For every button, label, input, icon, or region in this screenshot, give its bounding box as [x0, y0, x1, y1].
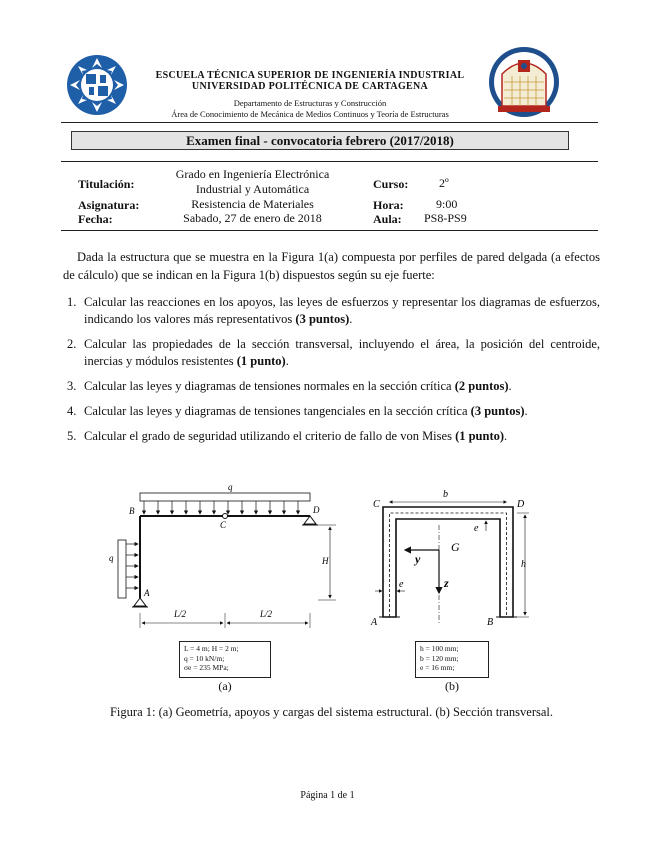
figure-a-label: (a) — [218, 679, 232, 693]
aula-value: PS8-PS9 — [424, 211, 467, 225]
figure-b-label: (b) — [445, 679, 459, 693]
label-a: A — [371, 617, 378, 628]
label-d: D — [313, 505, 320, 515]
school-logo — [66, 54, 128, 116]
curso-label: Curso: — [373, 177, 409, 191]
data-line: q = 10 kN/m; — [184, 653, 225, 663]
curso-value: 2º — [439, 176, 449, 190]
question-points: (2 puntos) — [454, 379, 509, 393]
hinge-c — [223, 514, 228, 519]
label-y: y — [415, 552, 421, 566]
question-item: 3. Calcular las leyes y diagramas de tensiones normales en la sección crítica (2 puntos). — [67, 379, 512, 393]
question-number: 2. — [67, 337, 77, 351]
label-q-top: q — [228, 482, 233, 492]
titulacion-line2: Industrial y Automática — [195, 182, 310, 196]
figure-b-section-diagram — [365, 485, 540, 635]
figure-caption: Figura 1: (a) Geometría, apoyos y cargas del sistema estructural. (b) Sección transversal. — [109, 705, 554, 719]
label-h-dim: h — [521, 559, 526, 570]
data-line: σe = 235 MPa; — [184, 663, 229, 672]
label-c: C — [220, 520, 227, 530]
question-item: 5. Calcular el grado de seguridad utilizando el criterio de fallo de von Mises (1 punto). — [67, 429, 508, 443]
label-h-dim: H — [322, 556, 329, 566]
question-item: 2. Calcular las propiedades de la sección transversal, incluyendo el área, la posición del centroide, inercias y módulos resistentes (1 punto). — [67, 337, 600, 368]
question-number: 4. — [67, 404, 77, 418]
label-l2-left: L/2 — [174, 609, 187, 619]
question-number: 1. — [67, 295, 77, 309]
data-line: L = 4 m; H = 2 m; — [184, 644, 239, 653]
question-list — [63, 294, 600, 453]
school-name: ESCUELA TÉCNICA SUPERIOR DE INGENIERÍA INDUSTRIAL — [155, 70, 465, 81]
label-g: G — [451, 540, 460, 554]
question-text: Calcular el grado de seguridad utilizando el criterio de fallo de von Mises — [84, 429, 456, 443]
label-b: B — [487, 617, 494, 628]
label-b-dim: b — [443, 489, 448, 500]
question-text: Calcular las leyes y diagramas de tensiones normales en la sección crítica — [84, 379, 455, 393]
aula-label: Aula: — [373, 212, 402, 226]
section-midline — [390, 513, 507, 617]
asignatura-label: Asignatura: — [78, 198, 140, 212]
figure-b-data-box — [415, 641, 489, 678]
label-q-left: q — [109, 553, 114, 563]
label-d: D — [517, 499, 525, 510]
data-line: b = 120 mm; — [420, 653, 459, 663]
data-line: e = 16 mm; — [420, 663, 455, 672]
label-z: z — [444, 576, 449, 590]
figure-a-data-box — [179, 641, 271, 678]
question-text: Calcular las reacciones en los apoyos, las leyes de esfuerzos y representar los diagramas de esfuerzos, indicando los valores más representativos — [84, 295, 600, 326]
data-line: h = 100 mm; — [420, 644, 459, 653]
label-e-left: e — [399, 579, 404, 590]
pin-support-a — [132, 598, 148, 607]
question-text: Calcular las leyes y diagramas de tensiones tangenciales en la sección crítica — [84, 404, 471, 418]
question-item: 1. Calcular las reacciones en los apoyos, las leyes de esfuerzos y representar los diagramas de esfuerzos, indicando los valores más representativos (3 puntos). — [67, 295, 600, 326]
department: Departamento de Estructuras y Construcción — [233, 98, 387, 108]
university-name: UNIVERSIDAD POLITÉCNICA DE CARTAGENA — [191, 81, 429, 92]
question-points: (1 punto) — [236, 354, 286, 368]
hora-value: 9:00 — [436, 197, 458, 211]
question-points: (3 puntos) — [470, 404, 525, 418]
fecha-label: Fecha: — [78, 212, 113, 226]
titulacion-line1: Grado en Ingeniería Electrónica — [175, 167, 330, 181]
fecha-value: Sabado, 27 de enero de 2018 — [183, 211, 322, 225]
info-rule-top — [61, 161, 598, 162]
distributed-load-top — [140, 493, 310, 514]
section-profile — [383, 507, 513, 617]
header-rule — [61, 122, 598, 123]
roller-support-d — [302, 516, 318, 525]
titulacion-value — [160, 167, 345, 197]
question-text: Calcular las propiedades de la sección transversal, incluyendo el área, la posición del centroide, inercias y módulos resistentes — [84, 337, 600, 368]
figure-a-frame-diagram — [100, 478, 350, 638]
hora-label: Hora: — [373, 198, 404, 212]
question-item: 4. Calcular las leyes y diagramas de tensiones tangenciales en la sección crítica (3 puntos). — [67, 404, 528, 418]
question-number: 5. — [67, 429, 77, 443]
titulacion-label: Titulación: — [78, 177, 135, 191]
label-b: B — [129, 506, 135, 516]
exam-title: Examen final - convocatoria febrero (2017/2018) — [71, 131, 569, 150]
label-e-top: e — [474, 523, 479, 534]
question-points: (1 punto) — [455, 429, 505, 443]
university-seal — [488, 46, 560, 118]
info-rule-bottom — [61, 230, 598, 231]
question-points: (3 puntos) — [295, 312, 350, 326]
question-number: 3. — [67, 379, 77, 393]
header — [140, 70, 480, 120]
knowledge-area: Área de Conocimiento de Mecánica de Medios Continuos y Teoría de Estructuras — [171, 109, 449, 119]
label-l2-right: L/2 — [260, 609, 273, 619]
label-c: C — [373, 499, 380, 510]
page-number: Página 1 de 1 — [300, 790, 355, 801]
label-a: A — [144, 588, 150, 598]
problem-statement: Dada la estructura que se muestra en la Figura 1(a) compuesta por perfiles de pared delgada (a efectos de cálculo) que se indican en la Figura 1(b) dispuestos según su eje fuerte: — [63, 250, 600, 282]
distributed-load-left — [118, 540, 138, 598]
asignatura-value: Resistencia de Materiales — [191, 197, 314, 211]
